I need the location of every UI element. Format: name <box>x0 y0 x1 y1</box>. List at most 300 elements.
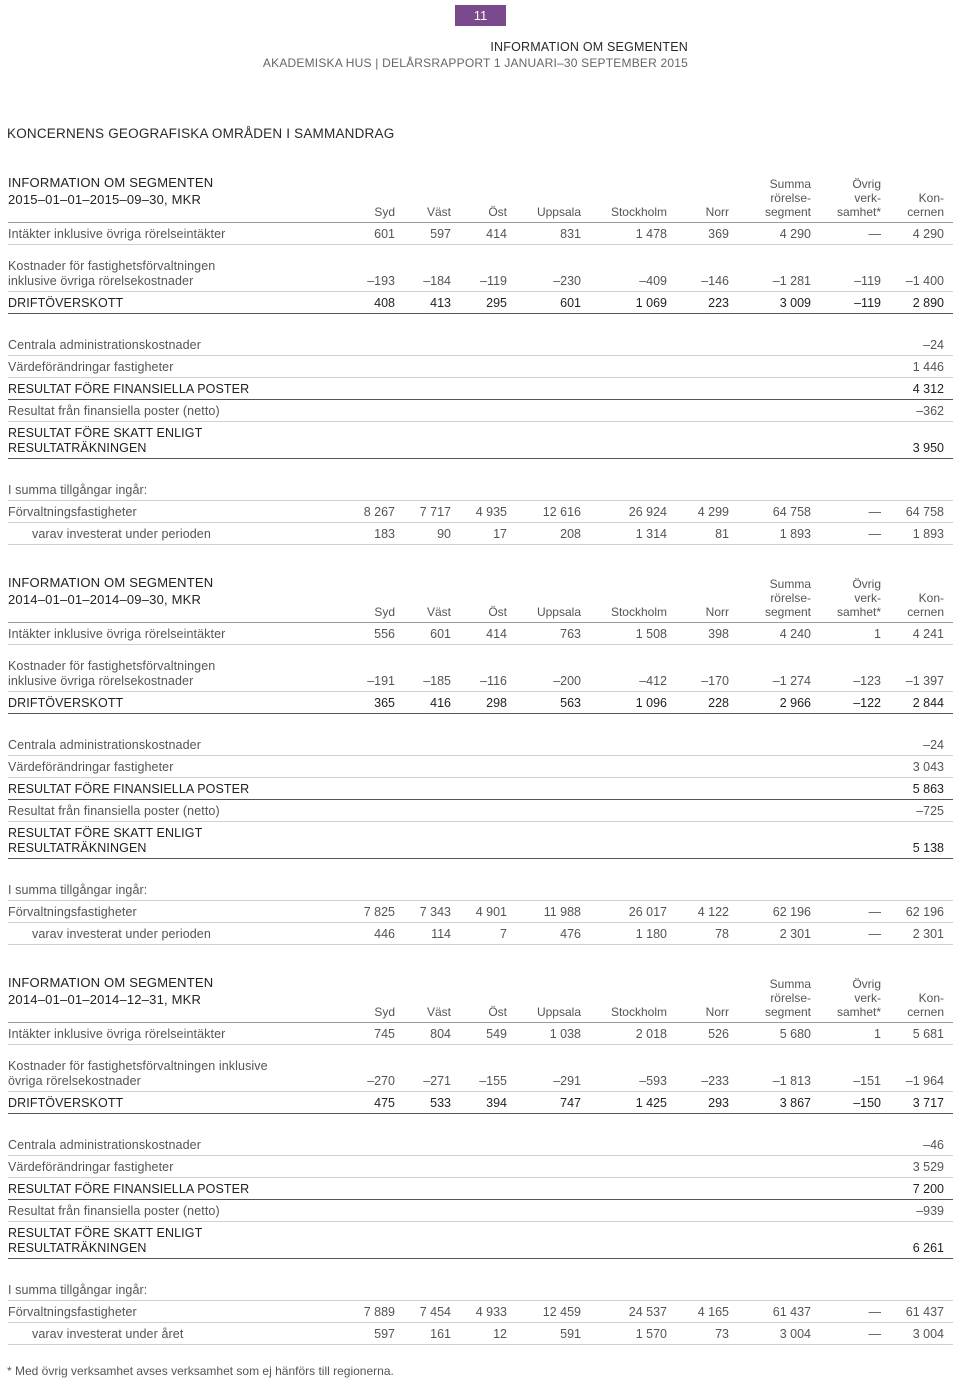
row-label-line: Intäkter inklusive övriga rörelseintäkter <box>8 227 226 241</box>
column-header-line: cernen <box>907 1005 944 1019</box>
row-label-line: varav investerat under året <box>32 1327 184 1341</box>
row-label <box>32 527 211 542</box>
cell-ost: 295 <box>486 296 507 310</box>
cell-koncernen: 3 717 <box>912 1096 944 1110</box>
column-header-line: Norr <box>705 1005 729 1019</box>
row-label-line: Resultat från finansiella poster (netto) <box>8 404 220 418</box>
row-label-line: inklusive övriga rörelsekostnader <box>8 674 194 688</box>
row-label <box>8 505 137 520</box>
column-header-syd <box>374 205 395 219</box>
column-header-line: Uppsala <box>536 205 581 219</box>
cell-ovrig-verksamhet: — <box>868 1305 881 1319</box>
cell-stockholm: 1 314 <box>635 527 667 541</box>
cell-ost: 12 <box>493 1327 507 1341</box>
table-row-driftoverskott <box>8 292 953 314</box>
row-label-line: Kostnader för fastighetsförvaltningen <box>8 259 216 273</box>
row-label <box>8 483 147 498</box>
column-header-line: segment <box>764 1005 811 1019</box>
row-label-line: RESULTATRÄKNINGEN <box>8 1241 147 1255</box>
section-header <box>8 172 953 223</box>
cell-ost: 298 <box>486 696 507 710</box>
cell-summa-rorelsesegment: 1 893 <box>779 527 811 541</box>
table-row-resultat-fran-finansiella-poster-netto <box>8 400 953 422</box>
column-header-line: cernen <box>907 205 944 219</box>
table-row-kostnader-for-fastighetsforvaltningen-inklusive-ovriga-rorelsekostnader <box>8 255 953 292</box>
cell-uppsala: 12 616 <box>542 505 581 519</box>
table-row-resultat-fore-skatt-enligt-resultatrakningen <box>8 1222 953 1259</box>
cell-syd: –191 <box>367 674 395 688</box>
row-label <box>8 1283 147 1298</box>
column-header-uppsala <box>537 205 581 219</box>
row-label-line: Resultat från finansiella poster (netto) <box>8 804 220 818</box>
cell-uppsala: 601 <box>560 296 581 310</box>
table-row-varav-investerat-under-perioden <box>8 523 953 545</box>
column-header-vast <box>427 205 451 219</box>
table-row-vardeforandringar-fastigheter <box>8 756 953 778</box>
table-row-intakter-inklusive-ovriga-rorelseintakter <box>8 1023 953 1045</box>
row-label <box>8 905 137 920</box>
cell-ovrig-verksamhet: — <box>868 505 881 519</box>
cell-norr: –233 <box>701 1074 729 1088</box>
row-label-line: DRIFTÖVERSKOTT <box>8 1096 124 1110</box>
column-header-summa-rorelsesegment <box>765 577 811 619</box>
column-header-line: Övrig <box>852 977 881 991</box>
cell-stockholm: 1 425 <box>635 1096 667 1110</box>
row-label <box>8 826 202 856</box>
column-header-ost <box>488 1005 507 1019</box>
cell-norr: 369 <box>708 227 729 241</box>
row-label-line: Värdeförändringar fastigheter <box>8 760 174 774</box>
cell-koncernen: –1 397 <box>905 674 944 688</box>
cell-summa-rorelsesegment: 4 290 <box>779 227 811 241</box>
cell-koncernen: 3 529 <box>912 1160 944 1174</box>
cell-summa-rorelsesegment: –1 281 <box>772 274 811 288</box>
cell-ovrig-verksamhet: — <box>868 527 881 541</box>
cell-koncernen: –1 400 <box>905 274 944 288</box>
table-row-forvaltningsfastigheter <box>8 501 953 523</box>
cell-ost: 394 <box>486 1096 507 1110</box>
section-header <box>8 972 953 1023</box>
row-label-line: Centrala administrationskostnader <box>8 1138 201 1152</box>
row-label <box>8 627 225 642</box>
section-header <box>8 572 953 623</box>
cell-norr: 78 <box>715 927 729 941</box>
row-label-line: Centrala administrationskostnader <box>8 338 201 352</box>
row-label <box>32 1327 183 1342</box>
cell-koncernen: 5 863 <box>912 782 944 796</box>
cell-syd: 365 <box>374 696 395 710</box>
column-header-ovrig-verksamhet <box>837 977 881 1019</box>
row-label <box>8 696 123 711</box>
column-header-line: samhet* <box>836 1005 881 1019</box>
cell-ovrig-verksamhet: — <box>868 905 881 919</box>
column-header-norr <box>706 205 729 219</box>
table-row-centrala-administrationskostnader <box>8 734 953 756</box>
cell-summa-rorelsesegment: –1 274 <box>772 674 811 688</box>
cell-ovrig-verksamhet: 1 <box>874 1027 881 1041</box>
row-label <box>8 426 202 456</box>
row-label-line: övriga rörelsekostnader <box>8 1074 141 1088</box>
table-row-intakter-inklusive-ovriga-rorelseintakter <box>8 223 953 245</box>
row-label-line: inklusive övriga rörelsekostnader <box>8 274 194 288</box>
table-row-kostnader-for-fastighetsforvaltningen-inklusive-ovriga-rorelsekostnader <box>8 655 953 692</box>
column-header-uppsala <box>537 605 581 619</box>
cell-ovrig-verksamhet: — <box>868 227 881 241</box>
cell-summa-rorelsesegment: 2 966 <box>779 696 811 710</box>
column-header-summa-rorelsesegment <box>765 177 811 219</box>
cell-uppsala: –230 <box>553 274 581 288</box>
column-header-norr <box>706 605 729 619</box>
cell-koncernen: 3 950 <box>912 441 944 455</box>
column-header-line: samhet* <box>836 605 881 619</box>
cell-koncernen: 3 043 <box>912 760 944 774</box>
cell-ost: –116 <box>480 674 507 688</box>
row-label <box>8 227 225 242</box>
column-header-ovrig-verksamhet <box>837 577 881 619</box>
column-header-line: Kon- <box>918 991 944 1005</box>
row-label-line: Kostnader för fastighetsförvaltningen inklusive <box>8 1059 268 1073</box>
cell-ovrig-verksamhet: –122 <box>853 696 881 710</box>
column-header-line: verk- <box>854 191 881 205</box>
cell-syd: 7 825 <box>363 905 395 919</box>
cell-koncernen: 7 200 <box>912 1182 944 1196</box>
cell-syd: 475 <box>374 1096 395 1110</box>
column-header-line: Stockholm <box>610 605 667 619</box>
section-title-line: 2014–01–01–2014–09–30, MKR <box>8 592 202 607</box>
cell-stockholm: 1 478 <box>635 227 667 241</box>
cell-uppsala: 591 <box>560 1327 581 1341</box>
row-label <box>8 1182 249 1197</box>
cell-ost: 414 <box>486 627 507 641</box>
cell-uppsala: –200 <box>553 674 581 688</box>
cell-ovrig-verksamhet: –151 <box>853 1074 881 1088</box>
row-label <box>8 1160 174 1175</box>
cell-norr: 228 <box>708 696 729 710</box>
cell-norr: –146 <box>701 274 729 288</box>
row-label <box>8 883 147 898</box>
cell-koncernen: 61 437 <box>905 1305 944 1319</box>
row-label-line: Värdeförändringar fastigheter <box>8 1160 174 1174</box>
cell-uppsala: 476 <box>560 927 581 941</box>
column-header-syd <box>374 605 395 619</box>
cell-syd: 8 267 <box>363 505 395 519</box>
column-header-line: rörelse- <box>770 991 811 1005</box>
column-header-line: verk- <box>854 591 881 605</box>
cell-vast: 533 <box>430 1096 451 1110</box>
cell-stockholm: 1 096 <box>635 696 667 710</box>
cell-syd: –193 <box>367 274 395 288</box>
cell-vast: 90 <box>437 527 451 541</box>
cell-koncernen: 2 301 <box>912 927 944 941</box>
table-row-resultat-fran-finansiella-poster-netto <box>8 1200 953 1222</box>
table-row-driftoverskott <box>8 692 953 714</box>
cell-summa-rorelsesegment: 62 196 <box>772 905 811 919</box>
cell-koncernen: 2 844 <box>912 696 944 710</box>
cell-syd: 556 <box>374 627 395 641</box>
column-header-koncernen <box>907 591 944 619</box>
row-label <box>8 782 249 797</box>
column-header-line: rörelse- <box>770 591 811 605</box>
cell-koncernen: 3 004 <box>912 1327 944 1341</box>
column-header-line: Uppsala <box>536 605 581 619</box>
cell-ovrig-verksamhet: –119 <box>854 296 881 310</box>
column-header-vast <box>427 1005 451 1019</box>
cell-vast: 114 <box>431 927 451 941</box>
segment-section-1 <box>8 172 953 545</box>
segment-section-2 <box>8 572 953 945</box>
row-label-line: Förvaltningsfastigheter <box>8 505 137 519</box>
table-row-vardeforandringar-fastigheter <box>8 356 953 378</box>
cell-vast: –271 <box>423 1074 451 1088</box>
cell-summa-rorelsesegment: 3 867 <box>779 1096 811 1110</box>
cell-koncernen: –24 <box>923 738 944 752</box>
row-label-line: Intäkter inklusive övriga rörelseintäkter <box>8 1027 226 1041</box>
cell-summa-rorelsesegment: 61 437 <box>772 1305 811 1319</box>
column-header-line: verk- <box>854 991 881 1005</box>
cell-syd: 446 <box>374 927 395 941</box>
table-row-resultat-fran-finansiella-poster-netto <box>8 800 953 822</box>
row-label-line: Värdeförändringar fastigheter <box>8 360 174 374</box>
cell-koncernen: –46 <box>923 1138 944 1152</box>
cell-stockholm: –412 <box>639 674 667 688</box>
column-header-summa-rorelsesegment <box>765 977 811 1019</box>
header-title: INFORMATION OM SEGMENTEN <box>490 40 688 54</box>
section-title-line: INFORMATION OM SEGMENTEN <box>8 175 214 190</box>
cell-syd: 7 889 <box>363 1305 395 1319</box>
cell-uppsala: 763 <box>560 627 581 641</box>
row-label-line: RESULTAT FÖRE FINANSIELLA POSTER <box>8 382 250 396</box>
cell-vast: –184 <box>423 274 451 288</box>
cell-uppsala: 563 <box>560 696 581 710</box>
cell-stockholm: 1 508 <box>635 627 667 641</box>
cell-koncernen: 64 758 <box>905 505 944 519</box>
cell-koncernen: –725 <box>916 804 944 818</box>
column-header-line: Summa <box>769 977 811 991</box>
column-header-line: Uppsala <box>536 1005 581 1019</box>
cell-koncernen: 62 196 <box>905 905 944 919</box>
column-header-line: Öst <box>488 605 507 619</box>
cell-ovrig-verksamhet: –123 <box>853 674 881 688</box>
cell-vast: 601 <box>430 627 451 641</box>
row-label <box>8 1305 137 1320</box>
cell-summa-rorelsesegment: 3 004 <box>779 1327 811 1341</box>
column-header-line: Väst <box>426 1005 451 1019</box>
cell-koncernen: 4 312 <box>912 382 944 396</box>
cell-norr: 81 <box>715 527 729 541</box>
column-header-uppsala <box>537 1005 581 1019</box>
row-label-line: I summa tillgångar ingår: <box>8 1283 148 1297</box>
column-header-line: segment <box>764 205 811 219</box>
column-header-line: Summa <box>769 177 811 191</box>
cell-summa-rorelsesegment: 4 240 <box>779 627 811 641</box>
cell-vast: 416 <box>430 696 451 710</box>
row-label-line: Förvaltningsfastigheter <box>8 1305 137 1319</box>
cell-stockholm: 2 018 <box>635 1027 667 1041</box>
row-label-line: Resultat från finansiella poster (netto) <box>8 1204 220 1218</box>
cell-koncernen: 4 290 <box>912 227 944 241</box>
cell-stockholm: 1 069 <box>635 296 667 310</box>
cell-uppsala: –291 <box>553 1074 581 1088</box>
cell-syd: 597 <box>374 1327 395 1341</box>
cell-ost: –155 <box>479 1074 507 1088</box>
table-row-i-summa-tillgangar-ingar <box>8 479 953 501</box>
row-label <box>8 338 201 353</box>
cell-summa-rorelsesegment: 3 009 <box>779 296 811 310</box>
cell-uppsala: 208 <box>560 527 581 541</box>
cell-ost: 414 <box>486 227 507 241</box>
table-row-resultat-fore-skatt-enligt-resultatrakningen <box>8 822 953 859</box>
column-header-line: Stockholm <box>610 205 667 219</box>
cell-vast: –185 <box>423 674 451 688</box>
column-header-vast <box>427 605 451 619</box>
column-header-syd <box>374 1005 395 1019</box>
row-label <box>8 1204 220 1219</box>
column-header-line: Öst <box>488 1005 507 1019</box>
row-label-line: RESULTATRÄKNINGEN <box>8 841 147 855</box>
column-header-ost <box>488 605 507 619</box>
cell-norr: –170 <box>701 674 729 688</box>
cell-koncernen: 6 261 <box>912 1241 944 1255</box>
cell-uppsala: 11 988 <box>543 905 581 919</box>
table-row-resultat-fore-finansiella-poster <box>8 1178 953 1200</box>
cell-norr: 4 122 <box>697 905 729 919</box>
cell-ost: –119 <box>480 274 507 288</box>
table-row-kostnader-for-fastighetsforvaltningen-inklusive-ovriga-rorelsekostnader <box>8 1055 953 1092</box>
column-header-line: Väst <box>426 205 451 219</box>
row-label-line: RESULTAT FÖRE SKATT ENLIGT <box>8 1226 203 1240</box>
section-title <box>8 174 213 208</box>
cell-syd: 408 <box>374 296 395 310</box>
section-title <box>8 574 213 608</box>
row-label-line: Intäkter inklusive övriga rörelseintäkter <box>8 627 226 641</box>
cell-vast: 7 454 <box>419 1305 451 1319</box>
column-header-stockholm <box>611 605 667 619</box>
column-header-line: Öst <box>488 205 507 219</box>
column-header-norr <box>706 1005 729 1019</box>
cell-stockholm: 26 017 <box>628 905 667 919</box>
cell-summa-rorelsesegment: 2 301 <box>779 927 811 941</box>
cell-koncernen: 2 890 <box>912 296 944 310</box>
row-label <box>8 1027 225 1042</box>
cell-summa-rorelsesegment: –1 813 <box>772 1074 811 1088</box>
row-label <box>8 1226 202 1256</box>
row-label-line: I summa tillgångar ingår: <box>8 483 148 497</box>
header-subtitle: AKADEMISKA HUS | DELÅRSRAPPORT 1 JANUARI–30 SEPTEMBER 2015 <box>262 56 688 70</box>
cell-uppsala: 831 <box>560 227 581 241</box>
row-label-line: varav investerat under perioden <box>32 927 211 941</box>
table-row-vardeforandringar-fastigheter <box>8 1156 953 1178</box>
cell-ovrig-verksamhet: — <box>868 1327 881 1341</box>
column-header-line: segment <box>764 605 811 619</box>
row-label-line: RESULTAT FÖRE SKATT ENLIGT <box>8 426 203 440</box>
row-label-line: DRIFTÖVERSKOTT <box>8 296 124 310</box>
cell-syd: –270 <box>367 1074 395 1088</box>
cell-ost: 4 901 <box>475 905 507 919</box>
page-number: 11 <box>455 5 506 26</box>
cell-ovrig-verksamhet: — <box>868 927 881 941</box>
cell-ost: 7 <box>500 927 507 941</box>
cell-uppsala: 747 <box>560 1096 581 1110</box>
page-header <box>263 40 688 70</box>
cell-vast: 597 <box>430 227 451 241</box>
row-label-line: Förvaltningsfastigheter <box>8 905 137 919</box>
column-header-line: Kon- <box>918 191 944 205</box>
cell-koncernen: –939 <box>916 1204 944 1218</box>
row-label-line: varav investerat under perioden <box>32 527 211 541</box>
column-header-ost <box>488 205 507 219</box>
row-label-line: Kostnader för fastighetsförvaltningen <box>8 659 216 673</box>
cell-stockholm: 24 537 <box>628 1305 667 1319</box>
column-header-koncernen <box>907 991 944 1019</box>
cell-norr: 4 299 <box>697 505 729 519</box>
column-header-line: Syd <box>374 1005 395 1019</box>
cell-ovrig-verksamhet: –119 <box>854 274 881 288</box>
cell-vast: 7 343 <box>419 905 451 919</box>
cell-vast: 804 <box>430 1027 451 1041</box>
cell-koncernen: –362 <box>916 404 944 418</box>
row-label <box>8 1059 268 1089</box>
cell-vast: 413 <box>430 296 451 310</box>
cell-koncernen: 1 893 <box>912 527 944 541</box>
column-header-line: Norr <box>705 205 729 219</box>
row-label-line: RESULTAT FÖRE FINANSIELLA POSTER <box>8 1182 250 1196</box>
cell-koncernen: –1 964 <box>905 1074 944 1088</box>
column-header-line: Väst <box>426 605 451 619</box>
table-row-varav-investerat-under-perioden <box>8 923 953 945</box>
row-label-line: Centrala administrationskostnader <box>8 738 201 752</box>
table-row-intakter-inklusive-ovriga-rorelseintakter <box>8 623 953 645</box>
row-label <box>8 382 249 397</box>
cell-uppsala: 12 459 <box>542 1305 581 1319</box>
table-row-centrala-administrationskostnader <box>8 1134 953 1156</box>
section-title-line: INFORMATION OM SEGMENTEN <box>8 975 214 990</box>
row-label-line: I summa tillgångar ingår: <box>8 883 148 897</box>
column-header-line: rörelse- <box>770 191 811 205</box>
cell-koncernen: 5 681 <box>912 1027 944 1041</box>
cell-ost: 4 935 <box>475 505 507 519</box>
row-label-line: RESULTAT FÖRE SKATT ENLIGT <box>8 826 203 840</box>
cell-norr: 4 165 <box>697 1305 729 1319</box>
row-label <box>8 360 174 375</box>
row-label-line: DRIFTÖVERSKOTT <box>8 696 124 710</box>
cell-summa-rorelsesegment: 64 758 <box>772 505 811 519</box>
cell-koncernen: 5 138 <box>912 841 944 855</box>
row-label <box>8 404 220 419</box>
section-title-line: INFORMATION OM SEGMENTEN <box>8 575 214 590</box>
column-header-stockholm <box>611 205 667 219</box>
cell-ost: 4 933 <box>475 1305 507 1319</box>
row-label <box>8 259 215 289</box>
section-title-line: 2014–01–01–2014–12–31, MKR <box>8 992 202 1007</box>
column-header-line: Norr <box>705 605 729 619</box>
cell-stockholm: 1 570 <box>635 1327 667 1341</box>
footnote: * Med övrig verksamhet avses verksamhet som ej hänförs till regionerna. <box>7 1364 394 1378</box>
cell-uppsala: 1 038 <box>549 1027 581 1041</box>
row-label <box>8 760 174 775</box>
cell-norr: 73 <box>715 1327 729 1341</box>
cell-stockholm: 1 180 <box>635 927 667 941</box>
column-header-line: cernen <box>907 605 944 619</box>
cell-vast: 161 <box>430 1327 451 1341</box>
cell-stockholm: 26 924 <box>628 505 667 519</box>
row-label <box>8 659 215 689</box>
row-label-line: RESULTAT FÖRE FINANSIELLA POSTER <box>8 782 250 796</box>
column-header-ovrig-verksamhet <box>837 177 881 219</box>
cell-summa-rorelsesegment: 5 680 <box>779 1027 811 1041</box>
cell-koncernen: –24 <box>923 338 944 352</box>
column-header-line: Kon- <box>918 591 944 605</box>
row-label <box>8 1096 123 1111</box>
